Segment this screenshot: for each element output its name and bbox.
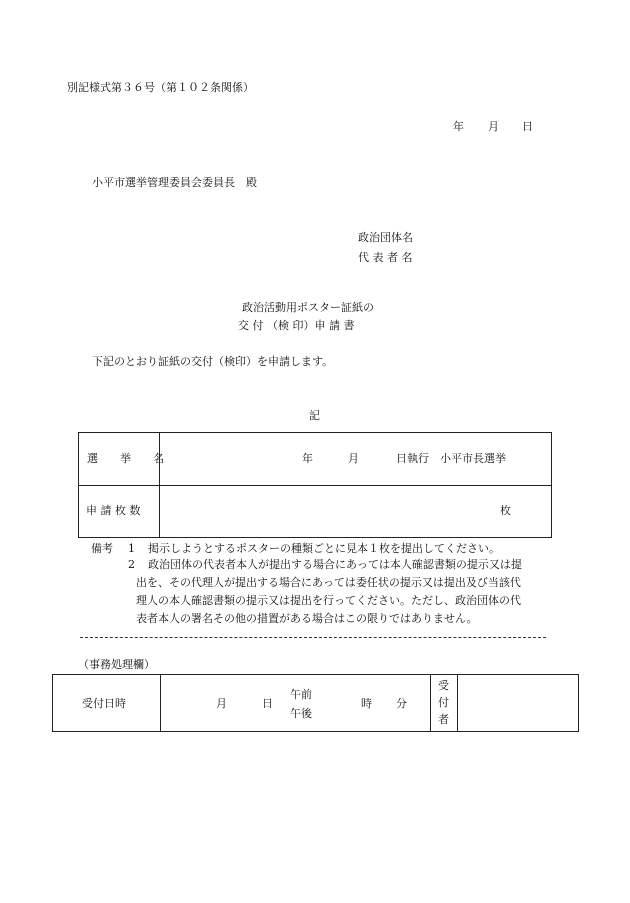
date-day-label: 日: [522, 120, 533, 133]
received-am: 午前: [290, 688, 312, 701]
office-col-divider-2: [430, 674, 431, 732]
receiver-char-1: 受: [438, 679, 449, 692]
received-label: 受付日時: [82, 697, 126, 710]
form-number: 別記様式第３６号（第１０２条関係）: [67, 81, 254, 94]
count-label: 申 請 枚 数: [86, 504, 141, 517]
received-minute: 分: [396, 697, 407, 710]
note-number-1: 1: [128, 542, 135, 555]
applicant-rep-label: 代 表 者 名: [358, 251, 413, 264]
notes-label: 備考: [91, 542, 113, 555]
table-row-divider: [78, 485, 552, 486]
office-col-divider-1: [160, 674, 161, 732]
date-year-label: 年: [453, 120, 464, 133]
receiver-char-3: 者: [438, 713, 449, 726]
applicant-org-label: 政治団体名: [358, 231, 413, 244]
received-day: 日: [262, 697, 273, 710]
election-label: 選 挙 名: [87, 452, 164, 465]
office-table-border: [52, 674, 579, 732]
note-text-2c: 理人の本人確認書類の提示又は提出を行ってください。ただし、政治団体の代: [136, 594, 521, 607]
election-month: 月: [348, 452, 359, 465]
title-line-1: 政治活動用ポスター証紙の: [242, 301, 374, 314]
election-suffix: 日執行 小平市長選挙: [396, 452, 506, 465]
receiver-char-2: 付: [438, 696, 449, 709]
note-text-1: 掲示しようとするポスターの種類ごとに見本１枚を提出してください。: [148, 542, 500, 555]
date-month-label: 月: [488, 120, 499, 133]
addressee: 小平市選挙管理委員会委員長 殿: [92, 176, 257, 189]
office-col-divider-3: [457, 674, 458, 732]
note-text-2a: 政治団体の代表者本人が提出する場合にあっては本人確認書類の提示又は提: [148, 558, 522, 571]
note-number-2: 2: [128, 558, 135, 571]
count-unit: 枚: [500, 504, 511, 517]
note-text-2d: 表者本人の署名その他の措置がある場合はこの限りではありません。: [136, 612, 478, 625]
table-col-divider: [159, 432, 160, 538]
office-heading: （事務処理欄）: [78, 658, 155, 671]
received-month: 月: [216, 697, 227, 710]
intro-text: 下記のとおり証紙の交付（検印）を申請します。: [92, 355, 334, 368]
received-hour: 時: [361, 697, 372, 710]
title-line-2: 交 付 （検 印）申 請 書: [238, 319, 355, 332]
received-pm: 午後: [290, 707, 312, 720]
note-text-2b: 出を、その代理人が提出する場合にあっては委任状の提示又は提出及び当該代: [136, 576, 521, 589]
cut-line: [80, 637, 546, 638]
ki-label: 記: [309, 409, 320, 422]
election-year: 年: [302, 452, 313, 465]
